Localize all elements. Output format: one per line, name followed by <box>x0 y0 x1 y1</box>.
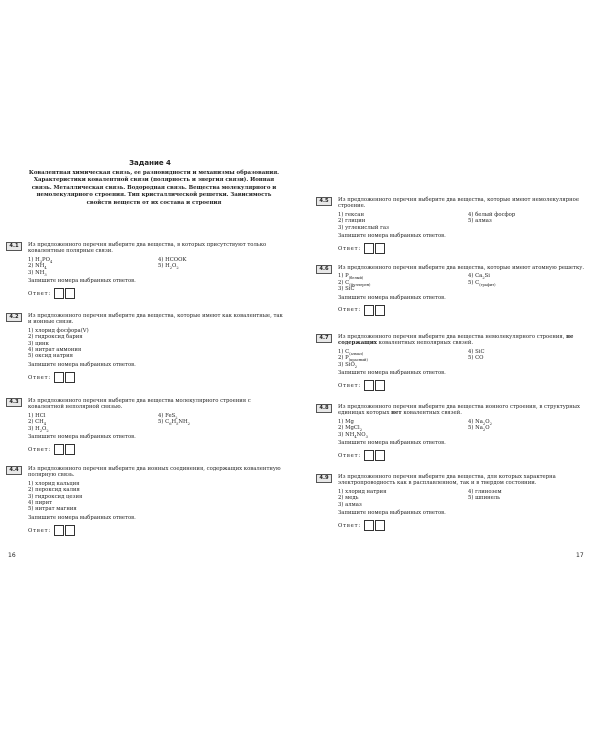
task-instruction: Запишите номера выбранных ответов. <box>28 514 136 521</box>
task-question: Из предложенного перечня выберите два вещества, которые имеют немолекулярное строение. <box>338 197 579 210</box>
task-number: 4.6 <box>316 265 332 274</box>
task-options <box>28 328 286 360</box>
option-3: 3) углекислый газ <box>338 224 389 231</box>
task-4-6 <box>316 265 586 316</box>
task-question: Из предложенного перечня выберите два вещества молекулярного строения с ковалентной неполярной связью. <box>28 398 251 411</box>
task-question: Из предложенного перечня выберите два вещества, для которых характерна электропроводность как в расплавленном, так и в твердом состоянии. <box>338 474 556 487</box>
option-2: 2) MgCl$_2$ <box>338 425 362 433</box>
task-question: Из предложенного перечня выберите два вещества, которые имеют как ковалентные, так и ионные связи. <box>28 313 283 326</box>
answer-row <box>28 444 286 455</box>
page-number: 17 <box>576 552 584 559</box>
task-number: 4.8 <box>316 404 332 413</box>
option-1: 1) гексан <box>338 211 364 218</box>
task-number: 4.9 <box>316 474 332 483</box>
answer-box-1[interactable] <box>54 444 64 455</box>
answer-row <box>28 288 286 299</box>
answer-box-2[interactable] <box>375 243 385 254</box>
answer-label: Ответ: <box>338 245 361 252</box>
task-instruction: Запишите номера выбранных ответов. <box>28 434 136 441</box>
section-heading: Ковалентная химическая связь, ее разновидности и механизмы образования. Характеристики ковалентной связи (полярность и энергия связи). Ионная связь. Металлическая связь. Водородная связь. Вещества молекулярного и немолекулярного строения. Тип кристаллической решетки. Зависимость свойств веществ от их состава и строения <box>28 170 280 206</box>
option-3: 3) гидроксид цезия <box>28 493 83 500</box>
answer-box-1[interactable] <box>364 305 374 316</box>
option-2: 2) пероксид калия <box>28 487 80 494</box>
task-instruction: Запишите номера выбранных ответов. <box>338 440 446 447</box>
option-3: 3) $NH_3$ <box>28 269 47 277</box>
task-4-7 <box>316 334 586 391</box>
answer-label: Ответ: <box>28 290 51 297</box>
task-number: 4.4 <box>6 466 22 475</box>
task-question: Из предложенного перечня выберите два вещества немолекулярного строения, не содержащих ковалентных неполярных связей. <box>338 334 574 347</box>
task-question: Из предложенного перечня выберите два ионных соединения, содержащих ковалентную полярную связь. <box>28 466 281 479</box>
option-1: 1) Mg <box>338 418 354 425</box>
task-instruction: Запишите номера выбранных ответов. <box>338 233 446 240</box>
option-5: 5) $C_{(графит)}$ <box>468 279 496 287</box>
emphasis-text: нет <box>391 410 402 417</box>
option-2: 2) $CH_4$ <box>28 419 47 427</box>
answer-label: Ответ: <box>28 374 51 381</box>
task-instruction: Запишите номера выбранных ответов. <box>338 370 446 377</box>
answer-label: Ответ: <box>338 307 361 314</box>
task-number: 4.5 <box>316 197 332 206</box>
task-options <box>338 419 586 438</box>
answer-box-2[interactable] <box>375 380 385 391</box>
answer-box-1[interactable] <box>54 372 64 383</box>
task-options <box>28 257 286 276</box>
option-4: 4) HCOOK <box>158 256 187 263</box>
option-1: 1) HCl <box>28 412 46 419</box>
task-number: 4.3 <box>6 398 22 407</box>
answer-row <box>338 380 586 391</box>
answer-box-2[interactable] <box>65 444 75 455</box>
option-3: 3) SiO$_2$ <box>338 361 358 369</box>
task-question: Из предложенного перечня выберите два вещества ионного строения, в структурных единицах которых нет ковалентных связей. <box>338 404 580 417</box>
option-1: 1) $H_3PO_4$ <box>28 256 53 264</box>
answer-row <box>338 305 586 316</box>
answer-row <box>338 520 586 531</box>
option-4: 4) белый фосфор <box>468 211 516 218</box>
option-5: 5) $C_6H_5NH_2$ <box>158 419 190 427</box>
option-4: 4) нитрат аммония <box>28 347 82 354</box>
option-4: 4) $Na_2O_2$ <box>468 418 492 426</box>
option-2: 2) медь <box>338 495 359 502</box>
task-instruction: Запишите номера выбранных ответов. <box>28 278 136 285</box>
answer-box-1[interactable] <box>54 525 64 536</box>
option-3: 3) $H_2O_2$ <box>28 425 49 433</box>
task-options <box>28 481 286 513</box>
option-3: 3) SiC <box>338 286 355 293</box>
option-3: 3) $NH_4NO_3$ <box>338 431 368 439</box>
answer-label: Ответ: <box>28 446 51 453</box>
task-question: Из предложенного перечня выберите два вещества, которые имеют атомную решетку. <box>338 265 585 271</box>
answer-box-1[interactable] <box>364 450 374 461</box>
answer-box-1[interactable] <box>54 288 64 299</box>
answer-row <box>338 450 586 461</box>
option-4: 4) пирит <box>28 500 53 507</box>
option-5: 5) шпинель <box>468 495 501 502</box>
task-question: Из предложенного перечня выберите два вещества, в которых присутствуют только ковалентные полярные связи. <box>28 242 267 255</box>
answer-box-2[interactable] <box>375 305 385 316</box>
answer-box-2[interactable] <box>65 372 75 383</box>
answer-label: Ответ: <box>28 527 51 534</box>
option-4: 4) $Ca_2Si$ <box>468 273 490 281</box>
emphasis-text: не содержащих <box>338 334 574 347</box>
option-3: 3) цинк <box>28 340 49 347</box>
task-number: 4.1 <box>6 242 22 251</box>
option-5: 5) нитрат магния <box>28 506 77 513</box>
option-2: 2) $NH_4$ <box>28 263 47 271</box>
answer-label: Ответ: <box>338 452 361 459</box>
task-4-2 <box>6 313 286 383</box>
option-4: 4) FeS$_2$ <box>158 412 178 420</box>
answer-row <box>28 372 286 383</box>
answer-box-1[interactable] <box>364 520 374 531</box>
option-1: 1) $P_{(белый)}$ <box>338 273 364 281</box>
option-5: 5) $Na_2O$ <box>468 425 490 433</box>
answer-box-2[interactable] <box>375 520 385 531</box>
option-2: 2) $P_{(красный)}$ <box>338 355 368 363</box>
task-instruction: Запишите номера выбранных ответов. <box>338 294 446 301</box>
task-number: 4.2 <box>6 313 22 322</box>
answer-box-1[interactable] <box>364 380 374 391</box>
option-2: 2) гидроксид бария <box>28 334 83 341</box>
answer-box-2[interactable] <box>65 288 75 299</box>
section-title: Задание 4 <box>129 159 171 167</box>
option-2: 2) глицин <box>338 218 366 225</box>
answer-row <box>28 525 286 536</box>
task-4-4 <box>6 466 286 536</box>
task-options <box>28 413 286 432</box>
option-3: 3) алмаз <box>338 501 362 508</box>
task-4-5 <box>316 197 586 254</box>
option-1: 1) хлорид кальция <box>28 480 80 487</box>
task-4-3 <box>6 398 286 455</box>
answer-label: Ответ: <box>338 382 361 389</box>
task-options <box>338 212 586 231</box>
task-4-8 <box>316 404 586 461</box>
option-5: 5) оксид натрия <box>28 353 73 360</box>
task-4-1 <box>6 242 286 299</box>
option-1: 1) хлорид фосфора(V) <box>28 327 89 334</box>
task-4-9 <box>316 474 586 531</box>
option-1: 1) хлорид натрия <box>338 488 387 495</box>
task-instruction: Запишите номера выбранных ответов. <box>338 510 446 517</box>
answer-box-2[interactable] <box>375 450 385 461</box>
option-1: 1) $C_{(алмаз)}$ <box>338 348 364 356</box>
option-2: 2) $C_{(фуллерен)}$ <box>338 279 371 287</box>
option-4: 4) глинозем <box>468 488 502 495</box>
answer-row <box>338 243 586 254</box>
right-page <box>300 0 600 750</box>
page-number: 16 <box>8 552 16 559</box>
option-5: 5) алмаз <box>468 218 492 225</box>
task-options <box>338 349 586 368</box>
answer-box-1[interactable] <box>364 243 374 254</box>
option-4: 4) SiC <box>468 348 485 355</box>
answer-label: Ответ: <box>338 522 361 529</box>
task-options <box>338 273 586 292</box>
option-5: 5) CO <box>468 355 484 362</box>
option-5: 5) $H_2O_2$ <box>158 263 179 271</box>
task-instruction: Запишите номера выбранных ответов. <box>28 361 136 368</box>
task-number: 4.7 <box>316 334 332 343</box>
task-options <box>338 489 586 508</box>
answer-box-2[interactable] <box>65 525 75 536</box>
